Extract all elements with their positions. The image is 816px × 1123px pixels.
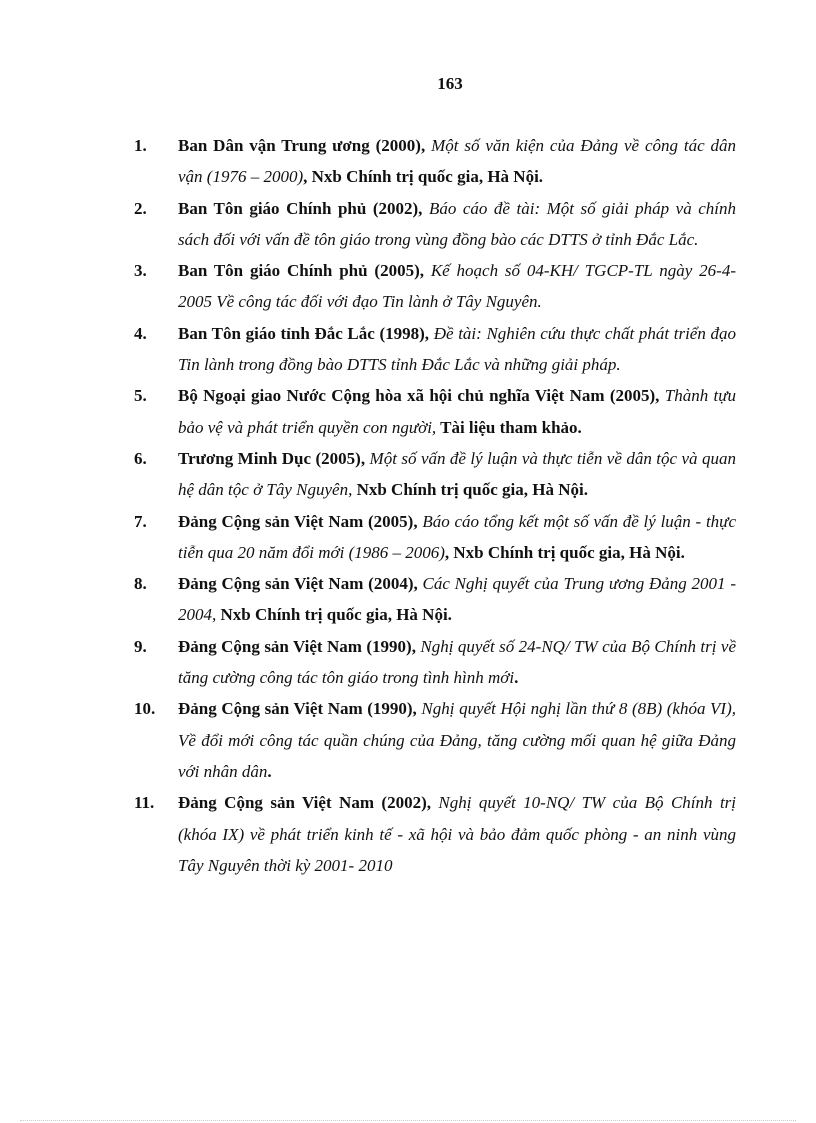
reference-title: Các Nghị quyết của Trung ương Đảng 2001 - 2004,	[178, 574, 736, 625]
page-number: 163	[437, 74, 463, 93]
reference-number: 11.	[134, 793, 155, 813]
reference-item	[134, 255, 736, 318]
reference-item	[134, 380, 736, 443]
reference-author: Đảng Cộng sản Việt Nam (2005),	[178, 511, 423, 531]
page-bottom-divider	[20, 1120, 796, 1121]
reference-author: Bộ Ngoại giao Nước Cộng hòa xã hội chủ nghĩa Việt Nam (2005),	[178, 386, 665, 406]
reference-item	[134, 693, 736, 787]
reference-item	[134, 130, 736, 193]
reference-publisher: .	[514, 668, 519, 688]
reference-author: Ban Tôn giáo Chính phủ (2002),	[178, 198, 429, 218]
reference-number: 4.	[134, 323, 147, 343]
reference-publisher: , Nxb Chính trị quốc gia, Hà Nội.	[444, 542, 685, 562]
reference-title: Thành tựu bảo vệ và phát triển quyền con người,	[178, 386, 736, 437]
reference-item	[134, 631, 736, 694]
reference-item	[134, 443, 736, 506]
reference-number: 9.	[134, 636, 147, 656]
reference-title: Báo cáo đề tài: Một số giải pháp và chính sách đối với vấn đề tôn giáo trong vùng đồng bào các DTTS ở tỉnh Đắc Lắc.	[178, 198, 737, 249]
reference-publisher: .	[267, 761, 272, 781]
reference-author: Đảng Cộng sản Việt Nam (1990),	[178, 699, 422, 719]
reference-author: Ban Tôn giáo tỉnh Đắc Lắc (1998),	[178, 323, 434, 343]
reference-publisher: Nxb Chính trị quốc gia, Hà Nội.	[216, 605, 452, 625]
reference-title: Nghị quyết Hội nghị lần thứ 8 (8B) (khóa VI), Về đổi mới công tác quần chúng của Đảng, tăng cường mối quan hệ giữa Đảng với nhân dân	[178, 699, 737, 781]
reference-title: Một số vấn đề lý luận và thực tiễn về dân tộc và quan hệ dân tộc ở Tây Nguyên,	[178, 448, 736, 500]
reference-number: 5.	[134, 386, 147, 406]
reference-item	[134, 787, 736, 881]
reference-author: Ban Dân vận Trung ương (2000),	[178, 136, 432, 155]
reference-item	[134, 318, 736, 381]
reference-number: 1.	[134, 136, 147, 155]
reference-number: 7.	[134, 511, 147, 531]
reference-title: Đề tài: Nghiên cứu thực chất phát triển đạo Tin lành trong đồng bào DTTS tỉnh Đắc Lắc và những giải pháp.	[178, 323, 737, 375]
reference-title: Báo cáo tổng kết một số vấn đề lý luận - thực tiễn qua 20 năm đổi mới (1986 – 2006)	[178, 511, 737, 562]
reference-author: Ban Tôn giáo Chính phủ (2005),	[178, 261, 431, 281]
reference-publisher: , Nxb Chính trị quốc gia, Hà Nội.	[303, 167, 544, 187]
reference-item	[134, 506, 736, 569]
reference-author: Trương Minh Dục (2005),	[178, 448, 370, 468]
reference-number: 2.	[134, 198, 147, 218]
reference-author: Đảng Cộng sản Việt Nam (1990),	[178, 636, 421, 656]
reference-item	[134, 568, 736, 631]
reference-number: 3.	[134, 261, 147, 281]
reference-author: Đảng Cộng sản Việt Nam (2002),	[178, 793, 439, 813]
reference-number: 8.	[134, 574, 147, 594]
reference-author: Đảng Cộng sản Việt Nam (2004),	[178, 574, 423, 594]
reference-title: Kế hoạch số 04-KH/ TGCP-TL ngày 26-4-2005 Về công tác đối với đạo Tin lành ở Tây Nguyên.	[178, 261, 736, 312]
reference-publisher: Nxb Chính trị quốc gia, Hà Nội.	[352, 480, 589, 500]
reference-number: 6.	[134, 448, 147, 468]
reference-title: Một số văn kiện của Đảng về công tác dân vận (1976 – 2000)	[178, 136, 736, 187]
reference-title: Nghị quyết 10-NQ/ TW của Bộ Chính trị (khóa IX) về phát triển kinh tế - xã hội và bảo đảm quốc phòng - an ninh vùng Tây Nguyên thời kỳ 2001- 2010	[178, 793, 737, 875]
reference-title: Nghị quyết số 24-NQ/ TW của Bộ Chính trị về tăng cường công tác tôn giáo trong tình hình mới	[178, 636, 736, 688]
reference-item	[134, 193, 736, 256]
reference-publisher: Tài liệu tham khảo.	[436, 417, 582, 437]
reference-number: 10.	[134, 699, 156, 719]
reference-list	[134, 130, 736, 881]
